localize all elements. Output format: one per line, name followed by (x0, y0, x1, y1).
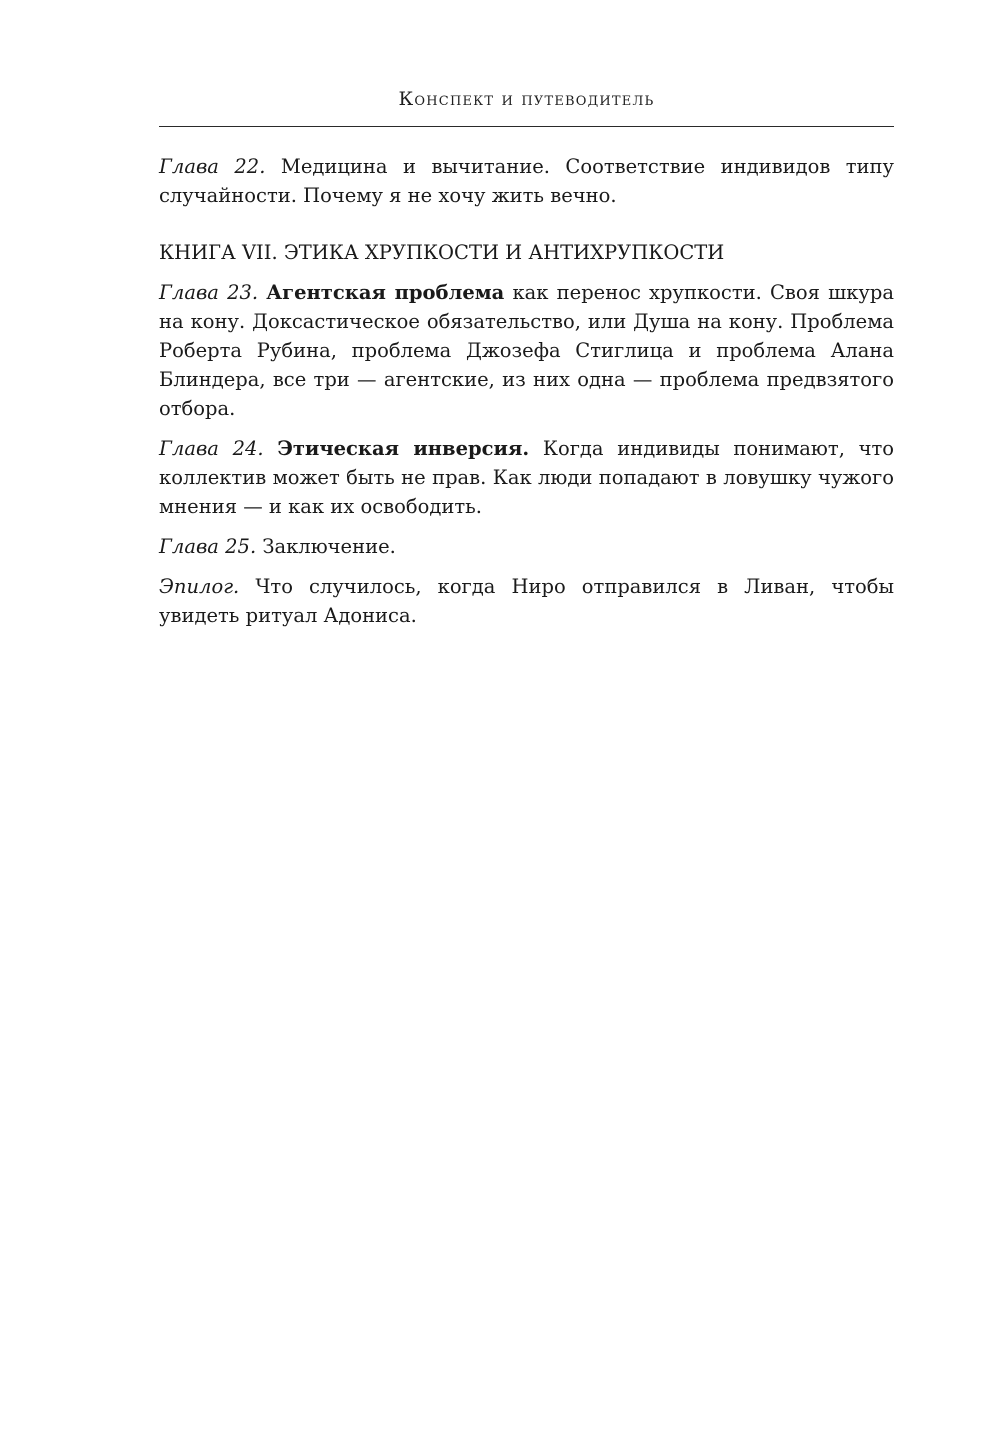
chapter-22-entry (159, 152, 894, 210)
chapter-23-key-term: Агентская проблема (266, 281, 505, 304)
chapter-25-label: Глава 25. (159, 535, 257, 558)
chapter-22-text: Медицина и вычитание. Соответствие индивидов типу случайности. Почему я не хочу жить вечно. (159, 155, 895, 207)
header-divider (159, 126, 894, 127)
chapter-25-text: Заключение. (256, 535, 396, 558)
chapter-23-text: как перенос хрупкости. Своя шкура на кону. Доксастическое обязательство, или Душа на кону. Проблема Роберта Рубина, проблема Джозефа Стиглица и проблема Алана Блиндера, все три — агентские, из них одна — проблема предвзятого отбора. (159, 281, 895, 420)
chapter-22-label: Глава 22. (159, 155, 266, 178)
chapter-24-text: Когда индивиды понимают, что коллектив может быть не прав. Как люди попадают в ловушку чужого мнения — и как их освободить. (159, 437, 894, 518)
book-7-heading: КНИГА VII. ЭТИКА ХРУПКОСТИ И АНТИХРУПКОСТИ (159, 241, 725, 264)
page-content (159, 152, 894, 641)
epilogue-entry (159, 572, 894, 630)
chapter-23-entry (159, 278, 894, 423)
chapter-23-label: Глава 23. (159, 281, 259, 304)
running-header: Конспект и путеводитель (398, 88, 655, 110)
epilogue-text: Что случилось, когда Ниро отправился в Ливан, чтобы увидеть ритуал Адониса. (159, 575, 894, 627)
chapter-24-label: Глава 24. (159, 437, 264, 460)
chapter-24-key-term: Этическая инверсия. (277, 437, 530, 460)
chapter-24-entry (159, 434, 894, 521)
epilogue-label: Эпилог. (159, 575, 240, 598)
chapter-25-entry (159, 532, 894, 561)
